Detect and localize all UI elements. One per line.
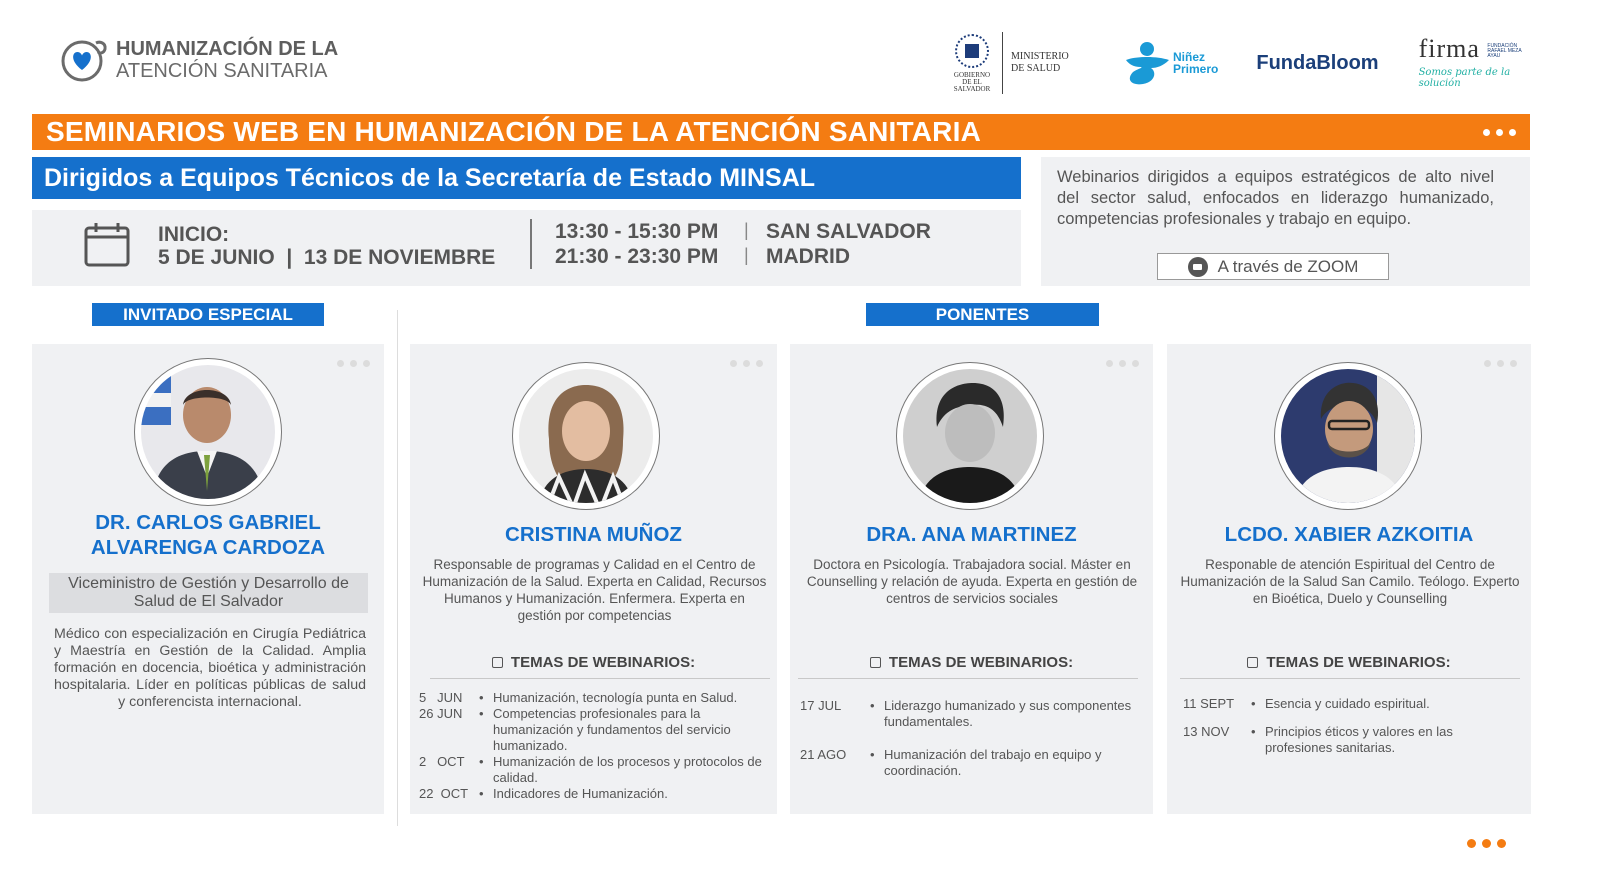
description-text: Webinarios dirigidos a equipos estratégicos de alto nivel del sector salud, enfocados en liderazgo humanizado, competencias profesionales y trabajo en equipo. — [1057, 168, 1494, 228]
temas-label: TEMAS DE WEBINARIOS: — [1266, 654, 1451, 671]
list-item — [419, 690, 771, 706]
firma-tagline: Somos parte de la solución — [1418, 67, 1511, 89]
guest-name-line-2: ALVARENGA CARDOZA — [90, 536, 326, 559]
topic-text: Humanización del trabajo en equipo y coordinación. — [884, 747, 1102, 778]
guest-photo — [141, 365, 275, 499]
bullet: • — [479, 690, 484, 705]
gobierno-logo — [950, 32, 1081, 94]
avatar — [134, 358, 282, 506]
fundabloom-logo: FundaBloom — [1256, 51, 1379, 74]
brand-logo — [60, 36, 338, 84]
bullet: • — [479, 786, 484, 801]
pipe-separator: | — [744, 245, 749, 265]
divider — [798, 678, 1138, 679]
inicio-label: INICIO: — [158, 223, 230, 246]
ninez-line-2: Primero — [1173, 62, 1219, 76]
speaker-photo — [903, 369, 1037, 503]
list-item — [800, 698, 1142, 730]
invitado-label: INVITADO ESPECIAL — [92, 303, 324, 326]
divider — [397, 310, 398, 826]
bullet: • — [870, 747, 875, 762]
more-dots-icon — [337, 360, 370, 367]
speaker-card-cristina — [410, 344, 777, 814]
city-madrid: MADRID — [766, 245, 850, 268]
topic-date: 26 JUN — [419, 706, 463, 721]
speaker-name: LCDO. XABIER AZKOITIA — [1224, 523, 1474, 546]
seal-icon — [955, 34, 989, 68]
bullet: • — [1251, 724, 1256, 739]
topic-date: 21 AGO — [800, 747, 847, 762]
more-dots-icon — [730, 360, 763, 367]
speaker-name: DRA. ANA MARTINEZ — [866, 523, 1077, 546]
guest-name-line-1: DR. CARLOS GABRIEL — [95, 511, 321, 534]
list-item — [419, 754, 771, 786]
avatar — [512, 362, 660, 510]
ponentes-label: PONENTES — [866, 303, 1099, 326]
video-camera-icon — [1188, 257, 1208, 277]
firma-wordmark: firma — [1418, 34, 1480, 63]
topic-list — [800, 698, 1142, 779]
ninez-primero-logo — [1123, 40, 1218, 86]
divider — [1002, 32, 1003, 94]
more-dots-icon — [1467, 839, 1506, 848]
banner-title: SEMINARIOS WEB EN HUMANIZACIÓN DE LA ATENCIÓN SANITARIA — [46, 116, 981, 147]
brand-line-1: HUMANIZACIÓN DE LA — [116, 38, 339, 60]
more-dots-icon — [1106, 360, 1139, 367]
divider — [530, 219, 532, 269]
topic-text: Esencia y cuidado espiritual. — [1265, 696, 1430, 711]
temas-header — [1167, 654, 1531, 671]
topic-list — [1183, 696, 1517, 756]
topic-text: Principios éticos y valores en las profesiones sanitarias. — [1265, 724, 1453, 755]
zoom-label: A través de ZOOM — [1217, 256, 1359, 276]
speaker-name: CRISTINA MUÑOZ — [505, 523, 682, 546]
topic-text: Indicadores de Humanización. — [493, 786, 668, 801]
speaker-bio: Doctora en Psicología. Trabajadora social. Máster en Counselling y relación de ayuda. Experta en gestión de centros de servicios sociales — [806, 557, 1138, 606]
topic-date: 5 JUN — [419, 690, 463, 705]
temas-header — [410, 654, 777, 671]
brand-line-2: ATENCIÓN SANITARIA — [116, 60, 328, 82]
topic-text: Humanización de los procesos y protocolos de calidad. — [493, 754, 762, 785]
more-dots-icon — [1484, 360, 1517, 367]
firma-small: FUNDACIÓN RAFAEL MEZA AYAU — [1487, 42, 1522, 59]
speaker-bio: Responable de atención Espiritual del Centro de Humanización de la Salud San Camilo. Teólogo. Experto en Bioética, Duelo y Counselling — [1180, 557, 1520, 606]
ninez-line-1: Niñez — [1173, 50, 1206, 64]
list-item — [419, 786, 771, 802]
guest-name — [32, 510, 384, 560]
title-banner — [32, 114, 1530, 150]
topic-text: Humanización, tecnología punta en Salud. — [493, 690, 738, 705]
speaker-photo — [519, 369, 653, 503]
speaker-card-xabier — [1167, 344, 1531, 814]
divider — [1180, 678, 1520, 679]
guest-bio: Médico con especialización en Cirugía Pediátrica y Maestría en Gestión de la Calidad. Amplia formación en docencia, bioética y administración hospitalaria. Líder en políticas públicas de salud y conferencista internacional. — [54, 626, 366, 710]
speaker-photo — [1281, 369, 1415, 503]
bullet: • — [1251, 696, 1256, 711]
heart-stethoscope-icon — [60, 37, 110, 83]
topic-date: 11 SEPT — [1183, 696, 1235, 711]
speaker-card-ana — [790, 344, 1153, 814]
time-madrid: 21:30 - 23:30 PM — [555, 245, 719, 268]
topic-date: 13 NOV — [1183, 724, 1230, 739]
topic-text: Liderazgo humanizado y sus componentes fundamentales. — [884, 698, 1132, 729]
bullet: • — [870, 698, 875, 713]
speaker-bio: Responsable de programas y Calidad en el Centro de Humanización de la Salud. Experta en Calidad, Recursos Humanos y Humanización. Enfermera. Experta en gestión por competencias — [422, 557, 767, 623]
time-san-salvador: 13:30 - 15:30 PM — [555, 220, 719, 243]
more-dots-icon — [1483, 129, 1516, 136]
divider — [430, 678, 770, 679]
topic-date: 2 OCT — [419, 754, 465, 769]
subtitle-bar: Dirigidos a Equipos Técnicos de la Secretaría de Estado MINSAL — [32, 157, 1021, 199]
city-san-salvador: SAN SALVADOR — [766, 220, 931, 243]
list-item — [419, 706, 771, 754]
calendar-icon — [870, 657, 881, 668]
gov-caption: GOBIERNO DE EL SALVADOR — [953, 70, 991, 93]
list-item — [800, 747, 1142, 779]
calendar-icon — [1247, 657, 1258, 668]
firma-logo — [1418, 34, 1529, 89]
list-item — [1183, 696, 1517, 712]
pipe-separator: | — [744, 220, 749, 240]
guest-role: Viceministro de Gestión y Desarrollo de Salud de El Salvador — [49, 573, 368, 613]
topic-date: 17 JUL — [800, 698, 842, 713]
temas-header — [790, 654, 1153, 671]
topic-date: 22 OCT — [419, 786, 469, 801]
list-item — [1183, 724, 1517, 756]
calendar-icon — [84, 222, 130, 268]
inicio-dates: 5 DE JUNIO | 13 DE NOVIEMBRE — [158, 246, 496, 269]
bullet: • — [479, 706, 484, 721]
partner-logos — [950, 28, 1529, 98]
bullet: • — [479, 754, 484, 769]
avatar — [1274, 362, 1422, 510]
ministerio-text: MINISTERIO DE SALUD — [1011, 51, 1069, 74]
temas-label: TEMAS DE WEBINARIOS: — [888, 654, 1074, 671]
topic-text: Competencias profesionales para la humanización y fundamentos del servicio humanizado. — [493, 706, 731, 753]
calendar-icon — [492, 657, 503, 668]
temas-label: TEMAS DE WEBINARIOS: — [510, 654, 696, 671]
child-figure-icon — [1123, 40, 1171, 86]
avatar — [896, 362, 1044, 510]
zoom-button[interactable] — [1157, 253, 1389, 280]
topic-list — [419, 690, 771, 802]
